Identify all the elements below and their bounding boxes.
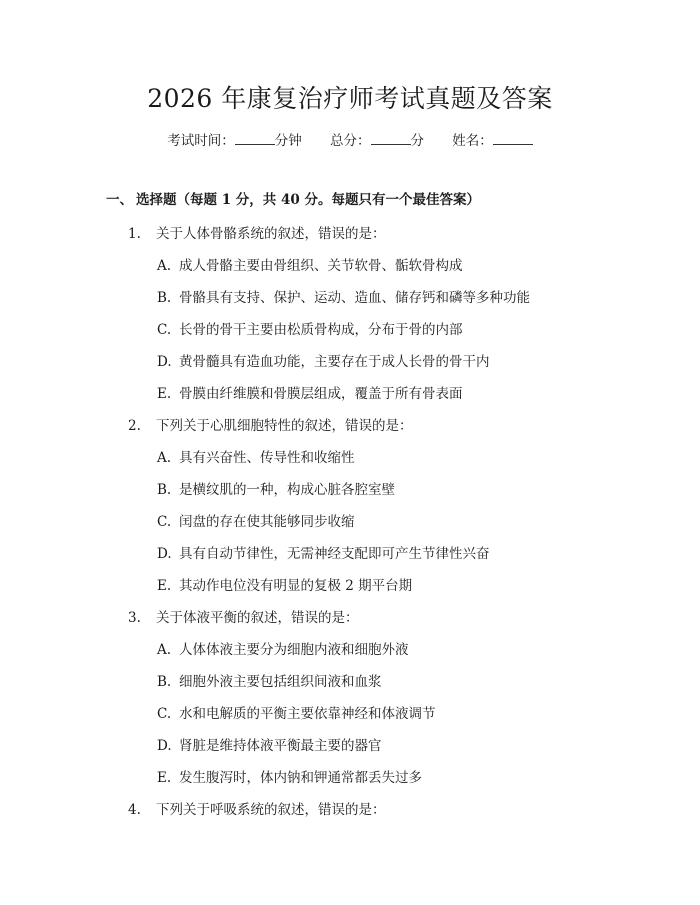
total-score-label: 总分：	[330, 133, 371, 149]
question-text: 关于人体骨骼系统的叙述，错误的是：	[156, 226, 386, 242]
option-letter: B.	[157, 674, 172, 690]
q3-option-d	[157, 736, 677, 756]
option-text: 骨膜由纤维膜和骨膜层组成，覆盖于所有骨表面	[179, 386, 463, 402]
exam-time-blank	[235, 130, 275, 145]
option-letter: C.	[157, 322, 172, 338]
question-text: 下列关于呼吸系统的叙述，错误的是：	[156, 802, 386, 818]
option-text: 肾脏是维持体液平衡最主要的器官	[179, 738, 382, 754]
q3-option-c	[157, 704, 677, 724]
q3-option-e	[157, 768, 677, 788]
option-text: 骨骼具有支持、保护、运动、造血、储存钙和磷等多种功能	[179, 290, 530, 306]
option-letter: C.	[157, 514, 172, 530]
q3-option-a	[157, 640, 677, 660]
q3-option-b	[157, 672, 677, 692]
exam-time-label: 考试时间：	[167, 133, 235, 149]
question-3	[128, 608, 668, 628]
option-letter: D.	[157, 354, 172, 370]
name-field	[452, 130, 533, 151]
total-score-blank	[371, 130, 411, 145]
option-letter: E.	[157, 578, 172, 594]
q2-option-a	[157, 448, 677, 468]
option-letter: B.	[157, 482, 172, 498]
option-text: 水和电解质的平衡主要依靠神经和体液调节	[179, 706, 436, 722]
option-text: 人体体液主要分为细胞内液和细胞外液	[179, 642, 409, 658]
question-number: 3.	[128, 610, 141, 626]
section-number: 一、	[106, 192, 133, 208]
question-4	[128, 800, 668, 820]
option-text: 黄骨髓具有造血功能，主要存在于成人长骨的骨干内	[179, 354, 490, 370]
option-letter: D.	[157, 546, 172, 562]
q1-option-b	[157, 288, 677, 308]
option-letter: A.	[157, 450, 172, 466]
option-text: 细胞外液主要包括组织间液和血浆	[179, 674, 382, 690]
q1-option-c	[157, 320, 677, 340]
option-letter: A.	[157, 642, 172, 658]
q2-option-e	[157, 576, 677, 596]
question-text: 下列关于心肌细胞特性的叙述，错误的是：	[156, 418, 413, 434]
option-text: 具有兴奋性、传导性和收缩性	[179, 450, 355, 466]
q2-option-c	[157, 512, 677, 532]
q2-option-b	[157, 480, 677, 500]
name-label: 姓名：	[452, 133, 493, 149]
option-text: 具有自动节律性，无需神经支配即可产生节律性兴奋	[179, 546, 490, 562]
option-letter: B.	[157, 290, 172, 306]
page-title: 2026 年康复治疗师考试真题及答案	[147, 84, 553, 113]
option-text: 成人骨骼主要由骨组织、关节软骨、骺软骨构成	[179, 258, 463, 274]
option-letter: E.	[157, 770, 172, 786]
q1-option-d	[157, 352, 677, 372]
option-text: 是横纹肌的一种，构成心脏各腔室壁	[179, 482, 395, 498]
total-score-unit: 分	[410, 133, 424, 149]
total-score-field	[330, 130, 424, 151]
option-text: 长骨的骨干主要由松质骨构成，分布于骨的内部	[179, 322, 463, 338]
option-letter: D.	[157, 738, 172, 754]
option-text: 其动作电位没有明显的复极 2 期平台期	[179, 578, 413, 594]
q1-option-a	[157, 256, 677, 276]
exam-time-unit: 分钟	[274, 133, 302, 149]
option-letter: A.	[157, 258, 172, 274]
option-text: 闰盘的存在使其能够同步收缩	[179, 514, 355, 530]
question-text: 关于体液平衡的叙述，错误的是：	[156, 610, 359, 626]
option-letter: C.	[157, 706, 172, 722]
exam-meta-line	[0, 130, 700, 151]
section-title: 选择题（每题 1 分，共 40 分。每题只有一个最佳答案）	[136, 192, 480, 208]
section-heading	[106, 190, 666, 210]
option-text: 发生腹泻时，体内钠和钾通常都丢失过多	[179, 770, 422, 786]
q1-option-e	[157, 384, 677, 404]
question-number: 2.	[128, 418, 141, 434]
q2-option-d	[157, 544, 677, 564]
name-blank	[493, 130, 533, 145]
question-1	[128, 224, 668, 244]
question-number: 4.	[128, 802, 141, 818]
question-2	[128, 416, 668, 436]
option-letter: E.	[157, 386, 172, 402]
question-number: 1.	[128, 226, 141, 242]
exam-time-field	[167, 130, 302, 151]
